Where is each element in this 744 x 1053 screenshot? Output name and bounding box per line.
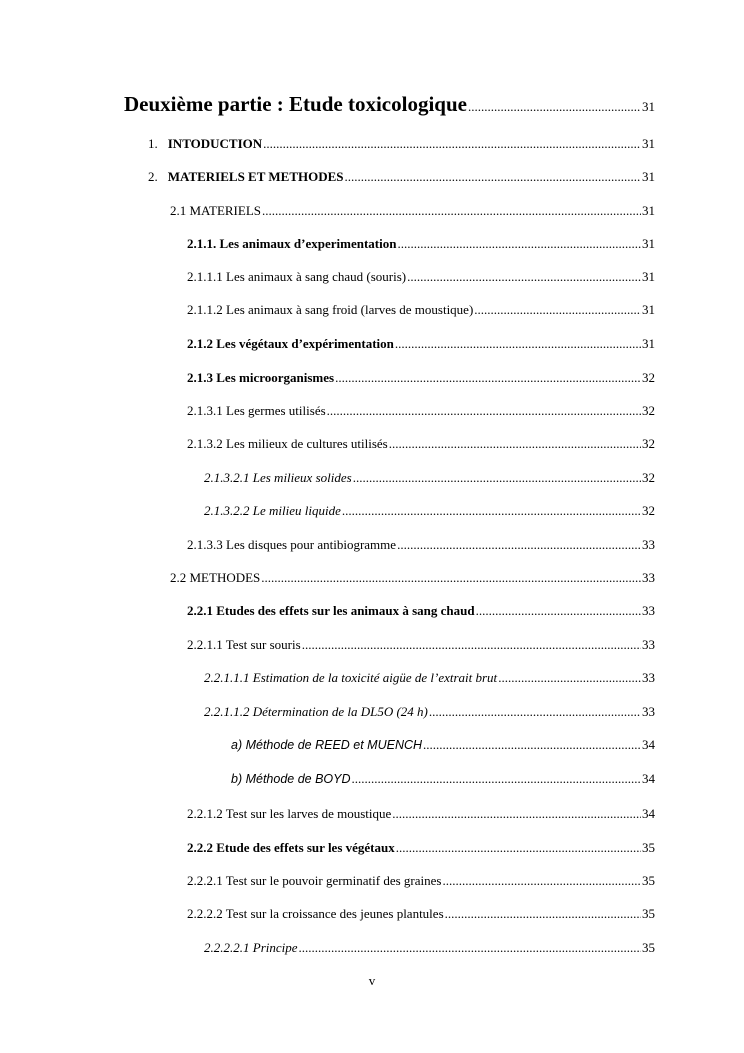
toc-entry-2-2-2[interactable] — [187, 840, 655, 856]
toc-entry-2-2-1-1[interactable] — [187, 637, 655, 653]
toc-entry-text: 2.2.1.1 Test sur souris — [187, 637, 301, 652]
toc-entry-2-2-2-1[interactable] — [187, 873, 655, 889]
toc-entry-2-1-3-3[interactable] — [187, 537, 655, 553]
toc-entry-2-1-3-1[interactable] — [187, 403, 655, 419]
toc-entry-boyd[interactable] — [231, 771, 655, 787]
toc-entry-text: 2.1.3.3 Les disques pour antibiogramme — [187, 537, 397, 552]
toc-entry-2-1-1[interactable] — [187, 236, 655, 252]
toc-entry-page: 32 — [642, 436, 655, 451]
toc-entry-2-2-2-2-1[interactable] — [204, 940, 655, 956]
toc-entry-page: 33 — [642, 603, 655, 618]
toc-entry-2-2-1-2[interactable] — [187, 806, 655, 822]
toc-entry-page: 35 — [642, 940, 655, 955]
toc-entry-text: 2.2.1.1.1 Estimation de la toxicité aigüe de l’extrait brut — [204, 670, 498, 685]
toc-entry-page: 33 — [642, 537, 655, 552]
toc-entry-page: 34 — [642, 737, 655, 752]
toc-entry-introduction[interactable] — [148, 136, 655, 152]
toc-entry-2-1-3-2[interactable] — [187, 436, 655, 452]
toc-entry-number: 2. — [148, 169, 158, 184]
toc-entry-text: 2.2.1 Etudes des effets sur les animaux à sang chaud — [187, 603, 475, 618]
toc-entry-text: 2.1 MATERIELS — [170, 203, 261, 218]
toc-entry-text: 2.2.1.1.2 Détermination de la DL5O (24 h) — [204, 704, 428, 719]
toc-entry-text: 2.1.3 Les microorganismes — [187, 370, 335, 385]
toc-entry-page: 31 — [642, 302, 655, 317]
page-number-footer: v — [368, 973, 376, 988]
toc-entry-page: 31 — [642, 136, 655, 151]
toc-entry-page: 33 — [642, 704, 655, 719]
toc-entry-2-1[interactable] — [170, 203, 655, 219]
toc-entry-text: 2.2.1.2 Test sur les larves de moustique — [187, 806, 392, 821]
toc-entry-text: 2.1.2 Les végétaux d’expérimentation — [187, 336, 394, 351]
toc-entry-2-1-3-2-1[interactable] — [204, 470, 655, 486]
toc-entry-page: 33 — [642, 670, 655, 685]
toc-entry-reed-muench[interactable] — [231, 737, 655, 753]
toc-entry-2-1-1-2[interactable] — [187, 302, 655, 318]
toc-entry-text: a) Méthode de REED et MUENCH — [231, 738, 423, 752]
toc-entry-text: 2.2.2.2 Test sur la croissance des jeunes plantules — [187, 906, 444, 921]
toc-entry-text: 2.1.3.2.1 Les milieux solides — [204, 470, 352, 485]
toc-entry-text: INTODUCTION — [167, 136, 263, 151]
toc-entry-text: 2.1.3.1 Les germes utilisés — [187, 403, 326, 418]
toc-entry-2-2-1[interactable] — [187, 603, 655, 619]
toc-entry-materiels-methodes[interactable] — [148, 169, 655, 185]
toc-entry-page: 32 — [642, 503, 655, 518]
toc-entry-text: 2.1.3.2.2 Le milieu liquide — [204, 503, 341, 518]
toc-entry-page: 34 — [642, 771, 655, 786]
toc-entry-2-1-1-1[interactable] — [187, 269, 655, 285]
toc-entry-page: 31 — [642, 203, 655, 218]
toc-entry-2-2[interactable] — [170, 570, 655, 586]
toc-entry-page: 32 — [642, 470, 655, 485]
toc-entry-text: 2.2.2 Etude des effets sur les végétaux — [187, 840, 395, 855]
toc-entry-page: 35 — [642, 873, 655, 888]
toc-entry-text: 2.2.2.1 Test sur le pouvoir germinatif des graines — [187, 873, 442, 888]
toc-entry-page: 31 — [642, 336, 655, 351]
toc-entry-text: 2.1.1.2 Les animaux à sang froid (larves de moustique) — [187, 302, 474, 317]
toc-entry-page: 31 — [642, 99, 655, 114]
toc-entry-text: 2.1.1. Les animaux d’experimentation — [187, 236, 397, 251]
toc-entry-2-1-3[interactable] — [187, 370, 655, 386]
toc-entry-page: 35 — [642, 906, 655, 921]
toc-entry-text: b) Méthode de BOYD — [231, 772, 351, 786]
toc-entry-2-1-3-2-2[interactable] — [204, 503, 655, 519]
toc-entry-text: Deuxième partie : Etude toxicologique — [124, 92, 467, 116]
toc-entry-page: 33 — [642, 637, 655, 652]
toc-entry-text: MATERIELS ET METHODES — [167, 169, 344, 184]
toc-entry-page: 31 — [642, 269, 655, 284]
toc-entry-text: 2.2 METHODES — [170, 570, 261, 585]
toc-entry-page: 31 — [642, 236, 655, 251]
toc-entry-text: 2.2.2.2.1 Principe — [204, 940, 298, 955]
toc-entry-2-2-1-1-1[interactable] — [204, 670, 655, 686]
toc-entry-2-1-2[interactable] — [187, 336, 655, 352]
toc-entry-text: 2.1.3.2 Les milieux de cultures utilisés — [187, 436, 388, 451]
toc-entry-text: 2.1.1.1 Les animaux à sang chaud (souris) — [187, 269, 407, 284]
toc-entry-number: 1. — [148, 136, 158, 151]
toc-entry-page: 33 — [642, 570, 655, 585]
toc-entry-2-2-1-1-2[interactable] — [204, 704, 655, 720]
toc-entry-page: 31 — [642, 169, 655, 184]
toc-entry-2-2-2-2[interactable] — [187, 906, 655, 922]
toc-entry-page: 32 — [642, 403, 655, 418]
toc-entry-page: 32 — [642, 370, 655, 385]
toc-entry-part-2[interactable] — [124, 91, 655, 120]
toc-entry-page: 34 — [642, 806, 655, 821]
toc-entry-page: 35 — [642, 840, 655, 855]
